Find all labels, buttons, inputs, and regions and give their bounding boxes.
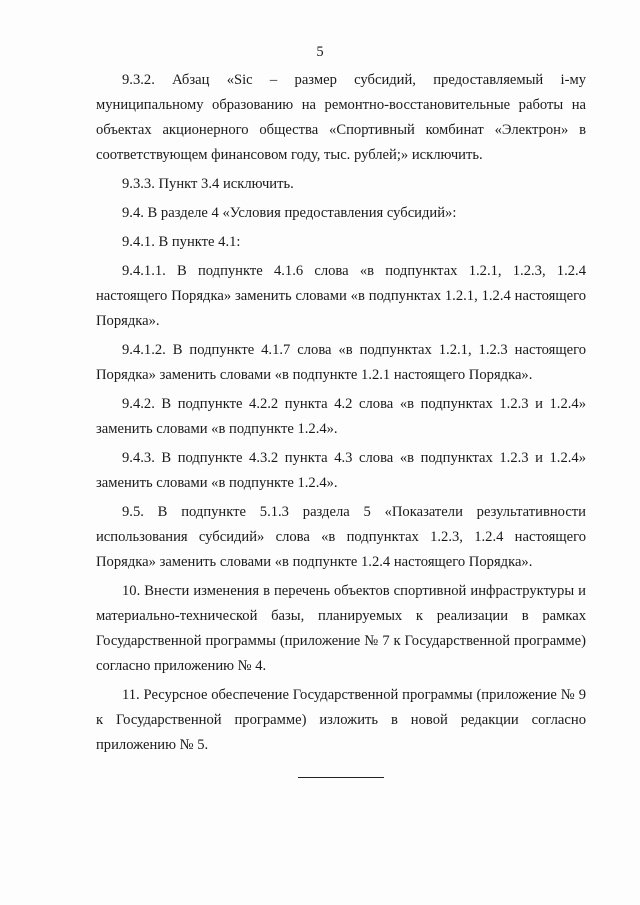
paragraph-9-4-1: 9.4.1. В пункте 4.1: (122, 234, 241, 250)
paragraph-9-4: 9.4. В разделе 4 «Условия предоставления субсидий»: (122, 205, 457, 221)
paragraph-9-4-1-1: 9.4.1.1. В подпункте 4.1.6 слова «в подпунктах 1.2.1, 1.2.3, 1.2.4 настоящего Порядка» заменить словами «в подпунктах 1.2.1, 1.2.4 настоящего Порядка». (96, 263, 586, 329)
paragraph-11: 11. Ресурсное обеспечение Государственной программы (приложение № 9 к Государственной программе) изложить в новой редакции согласно приложению № 5. (96, 687, 586, 753)
end-separator-line (298, 777, 384, 778)
page-number: 5 (316, 44, 324, 60)
paragraph-9-4-2: 9.4.2. В подпункте 4.2.2 пункта 4.2 слова «в подпунктах 1.2.3 и 1.2.4» заменить словами «в подпункте 1.2.4». (96, 396, 586, 437)
paragraph-10: 10. Внести изменения в перечень объектов спортивной инфраструктуры и материально-технической базы, планируемых к реализации в рамках Государственной программы (приложение № 7 к Государственной программе) согласно приложению № 4. (96, 583, 586, 674)
paragraph-9-4-1-2: 9.4.1.2. В подпункте 4.1.7 слова «в подпунктах 1.2.1, 1.2.3 настоящего Порядка» заменить словами «в подпункте 1.2.1 настоящего Порядка». (96, 342, 586, 383)
paragraph-9-3-2: 9.3.2. Абзац «Sic – размер субсидий, предоставляемый i-му муниципальному образованию на ремонтно-восстановительные работы на объектах акционерного общества «Спортивный комбинат «Электрон» в соответствующем финансовом году, тыс. рублей;» исключить. (96, 72, 586, 163)
paragraph-9-4-3: 9.4.3. В подпункте 4.3.2 пункта 4.3 слова «в подпунктах 1.2.3 и 1.2.4» заменить словами «в подпункте 1.2.4». (96, 450, 586, 491)
document-body (96, 68, 586, 758)
paragraph-9-3-3: 9.3.3. Пункт 3.4 исключить. (122, 176, 294, 192)
paragraph-9-5: 9.5. В подпункте 5.1.3 раздела 5 «Показатели результативности использования субсидий» слова «в подпунктах 1.2.3, 1.2.4 настоящего Порядка» заменить словами «в подпункте 1.2.4 настоящего Порядка». (96, 504, 586, 570)
